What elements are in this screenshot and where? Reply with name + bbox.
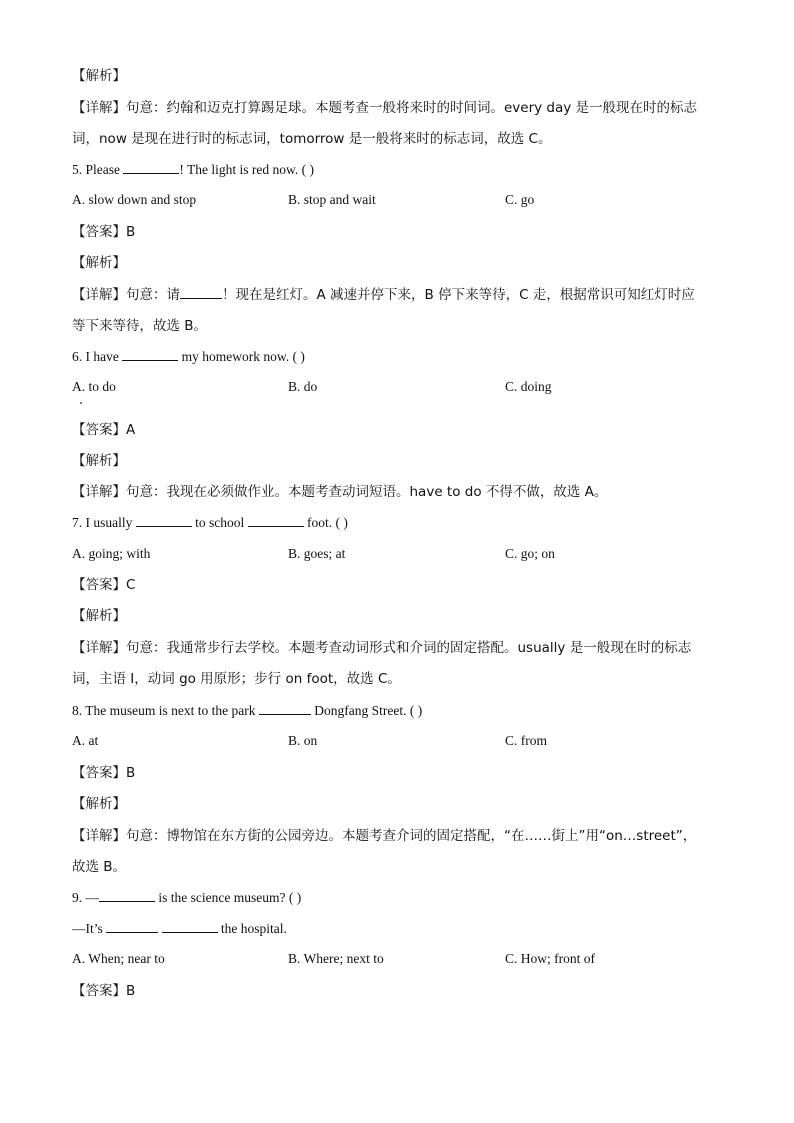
- answer-line: 【答案】B: [72, 765, 136, 781]
- question-text: ! The light is red now. ( ): [179, 162, 314, 177]
- option-b: B. goes; at: [288, 546, 346, 561]
- analysis-heading: 【解析】: [72, 608, 126, 624]
- answer-blank: [99, 889, 155, 902]
- explanation-line: 【详解】句意：博物馆在东方街的公园旁边。本题考查介词的固定搭配，“在……街上”用“on…street”，: [72, 828, 697, 844]
- explanation-text: ！现在是红灯。A 减速并停下来，B 停下来等待，C 走，根据常识可知红灯时应: [222, 287, 695, 303]
- answer-blank: [122, 348, 178, 361]
- stray-mark: [80, 402, 82, 404]
- analysis-heading: 【解析】: [72, 453, 126, 469]
- question-text: Dongfang Street. ( ): [310, 703, 423, 718]
- question-text: the hospital.: [217, 921, 287, 936]
- explanation-line: [72, 286, 732, 304]
- question-text: 9. —: [72, 890, 99, 905]
- question-6: [72, 348, 732, 366]
- answer-line: 【答案】B: [72, 983, 136, 999]
- question-7: [72, 514, 732, 532]
- question-text: 5. Please: [72, 162, 124, 177]
- question-text: is the science museum? ( ): [155, 890, 302, 905]
- question-8: [72, 702, 732, 720]
- question-text: 6. I have: [72, 349, 123, 364]
- answer-line: 【答案】C: [72, 577, 136, 593]
- question-text: to school: [191, 515, 248, 530]
- answer-blank: [259, 702, 311, 715]
- option-c: C. How; front of: [505, 951, 595, 966]
- analysis-heading: 【解析】: [72, 796, 126, 812]
- answer-blank: [136, 514, 192, 527]
- option-a: A. at: [72, 733, 99, 748]
- question-text: 7. I usually: [72, 515, 136, 530]
- question-text: —It’s: [72, 921, 107, 936]
- option-c: C. doing: [505, 379, 552, 394]
- explanation-line: 词，主语 I，动词 go 用原形；步行 on foot，故选 C。: [72, 671, 401, 687]
- option-c: C. go: [505, 192, 535, 207]
- explanation-line: 故选 B。: [72, 859, 127, 875]
- question-text: foot. ( ): [303, 515, 348, 530]
- answer-blank: [248, 514, 304, 527]
- answer-line: 【答案】B: [72, 224, 136, 240]
- option-a: A. going; with: [72, 546, 151, 561]
- analysis-heading: 【解析】: [72, 255, 126, 271]
- option-a: A. to do: [72, 379, 116, 394]
- question-9-reply: [72, 920, 732, 938]
- option-c: C. from: [505, 733, 547, 748]
- option-c: C. go; on: [505, 546, 555, 561]
- option-a: A. slow down and stop: [72, 192, 197, 207]
- analysis-heading: 【解析】: [72, 68, 126, 84]
- option-b: B. Where; next to: [288, 951, 384, 966]
- question-5: [72, 161, 732, 179]
- answer-blank: [162, 920, 218, 933]
- answer-blank: [123, 161, 179, 174]
- question-text: 8. The museum is next to the park: [72, 703, 259, 718]
- explanation-text: 【详解】句意：请: [72, 287, 180, 303]
- explanation-line: 【详解】句意：约翰和迈克打算踢足球。本题考查一般将来时的时间词。every day 是一般现在时的标志: [72, 100, 698, 116]
- option-a: A. When; near to: [72, 951, 165, 966]
- explanation-line: 词，now 是现在进行时的标志词，tomorrow 是一般将来时的标志词，故选 C。: [72, 131, 552, 147]
- option-b: B. do: [288, 379, 318, 394]
- answer-line: 【答案】A: [72, 422, 136, 438]
- question-9: [72, 889, 732, 907]
- explanation-line: 等下来等待，故选 B。: [72, 318, 208, 334]
- option-b: B. stop and wait: [288, 192, 376, 207]
- answer-blank: [180, 286, 222, 299]
- question-text: my homework now. ( ): [178, 349, 305, 364]
- answer-blank: [106, 920, 158, 933]
- explanation-line: 【详解】句意：我通常步行去学校。本题考查动词形式和介词的固定搭配。usually 是一般现在时的标志: [72, 640, 692, 656]
- option-b: B. on: [288, 733, 318, 748]
- explanation-line: 【详解】句意：我现在必须做作业。本题考查动词短语。have to do 不得不做，故选 A。: [72, 484, 608, 500]
